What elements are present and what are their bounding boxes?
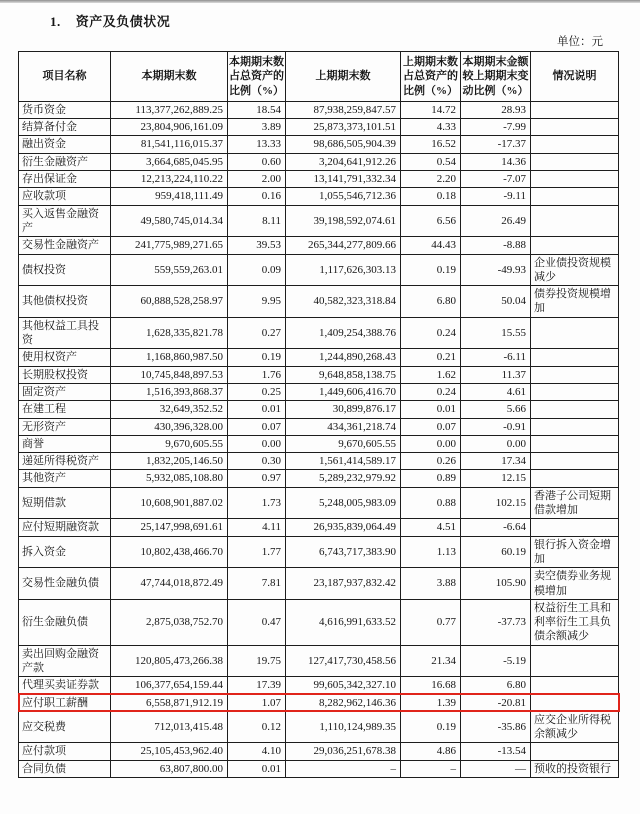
- cell-current-pct: 2.00: [228, 171, 286, 188]
- cell-prior-pct: 4.86: [401, 743, 461, 760]
- cell-current-amount: 81,541,116,015.37: [111, 136, 228, 153]
- cell-item-name: 其他权益工具投资: [19, 317, 111, 349]
- table-row: [19, 418, 619, 435]
- cell-prior-amount: 1,561,414,589.17: [286, 453, 401, 470]
- cell-current-amount: 1,168,860,987.50: [111, 349, 228, 366]
- cell-note: [531, 401, 619, 418]
- cell-current-pct: 17.39: [228, 677, 286, 694]
- cell-change-pct: 105.90: [461, 568, 531, 600]
- cell-change-pct: -6.64: [461, 519, 531, 536]
- cell-current-pct: 0.07: [228, 418, 286, 435]
- cell-prior-pct: 0.00: [401, 435, 461, 452]
- cell-change-pct: 14.36: [461, 153, 531, 170]
- table-row: [19, 188, 619, 205]
- cell-current-amount: 9,670,605.55: [111, 435, 228, 452]
- cell-current-amount: 959,418,111.49: [111, 188, 228, 205]
- table-row: [19, 711, 619, 743]
- cell-current-amount: 10,608,901,887.02: [111, 487, 228, 519]
- cell-note: 企业债投资规模减少: [531, 254, 619, 286]
- cell-current-amount: 106,377,654,159.44: [111, 677, 228, 694]
- col-header-change-pct: 本期期末金额较上期期末变动比例（%）: [461, 52, 531, 102]
- cell-prior-amount: 39,198,592,074.61: [286, 205, 401, 237]
- table-body: [19, 101, 619, 777]
- cell-current-amount: 1,628,335,821.78: [111, 317, 228, 349]
- cell-prior-amount: 98,686,505,904.39: [286, 136, 401, 153]
- cell-current-pct: 4.10: [228, 743, 286, 760]
- cell-prior-amount: 99,605,342,327.10: [286, 677, 401, 694]
- cell-prior-amount: 5,248,005,983.09: [286, 487, 401, 519]
- table-row: [19, 366, 619, 383]
- cell-prior-amount: 265,344,277,809.66: [286, 237, 401, 254]
- cell-current-amount: 3,664,685,045.95: [111, 153, 228, 170]
- cell-note: [531, 205, 619, 237]
- cell-note: [531, 171, 619, 188]
- cell-prior-pct: 16.68: [401, 677, 461, 694]
- cell-current-pct: 9.95: [228, 286, 286, 318]
- cell-item-name: 买入返售金融资产: [19, 205, 111, 237]
- cell-item-name: 短期借款: [19, 487, 111, 519]
- cell-prior-pct: 3.88: [401, 568, 461, 600]
- cell-current-pct: 1.07: [228, 694, 286, 711]
- table-row: [19, 743, 619, 760]
- cell-change-pct: 26.49: [461, 205, 531, 237]
- cell-current-pct: 1.76: [228, 366, 286, 383]
- table-row-highlighted: [19, 694, 619, 711]
- unit-label: 单位：元: [557, 36, 603, 48]
- cell-current-amount: 25,147,998,691.61: [111, 519, 228, 536]
- cell-current-pct: 0.27: [228, 317, 286, 349]
- cell-current-pct: 0.60: [228, 153, 286, 170]
- cell-prior-pct: 0.24: [401, 317, 461, 349]
- col-header-item-name: 项目名称: [19, 52, 111, 102]
- cell-change-pct: 4.61: [461, 383, 531, 400]
- col-header-prior-amount: 上期期末数: [286, 52, 401, 102]
- cell-item-name: 衍生金融资产: [19, 153, 111, 170]
- cell-prior-amount: 6,743,717,383.90: [286, 536, 401, 568]
- cell-change-pct: 17.34: [461, 453, 531, 470]
- cell-current-amount: 23,804,906,161.09: [111, 119, 228, 136]
- cell-change-pct: -6.11: [461, 349, 531, 366]
- table-header-row: [19, 52, 619, 102]
- cell-current-amount: 712,013,415.48: [111, 711, 228, 743]
- cell-item-name: 其他资产: [19, 470, 111, 487]
- cell-current-pct: 19.75: [228, 645, 286, 677]
- cell-prior-pct: 6.56: [401, 205, 461, 237]
- cell-item-name: 固定资产: [19, 383, 111, 400]
- cell-prior-pct: 6.80: [401, 286, 461, 318]
- cell-current-pct: 1.73: [228, 487, 286, 519]
- cell-prior-pct: 0.18: [401, 188, 461, 205]
- cell-prior-pct: 1.39: [401, 694, 461, 711]
- cell-prior-pct: 0.26: [401, 453, 461, 470]
- cell-change-pct: 60.19: [461, 536, 531, 568]
- table-row: [19, 383, 619, 400]
- cell-current-pct: 3.89: [228, 119, 286, 136]
- cell-current-pct: 18.54: [228, 101, 286, 118]
- cell-current-amount: 25,105,453,962.40: [111, 743, 228, 760]
- table-row: [19, 171, 619, 188]
- cell-change-pct: 0.00: [461, 435, 531, 452]
- cell-prior-amount: 23,187,937,832.42: [286, 568, 401, 600]
- cell-item-name: 长期股权投资: [19, 366, 111, 383]
- col-header-current-pct: 本期期末数占总资产的比例（%）: [228, 52, 286, 102]
- cell-item-name: 应交税费: [19, 711, 111, 743]
- cell-prior-pct: 0.77: [401, 599, 461, 645]
- cell-item-name: 应收款项: [19, 188, 111, 205]
- cell-prior-pct: 0.54: [401, 153, 461, 170]
- cell-prior-amount: 9,648,858,138.75: [286, 366, 401, 383]
- table-row: [19, 453, 619, 470]
- cell-note: 应交企业所得税余额减少: [531, 711, 619, 743]
- cell-item-name: 交易性金融资产: [19, 237, 111, 254]
- cell-change-pct: -49.93: [461, 254, 531, 286]
- cell-prior-amount: 4,616,991,633.52: [286, 599, 401, 645]
- cell-current-amount: 559,559,263.01: [111, 254, 228, 286]
- cell-note: 预收的投资银行: [531, 760, 619, 777]
- cell-note: [531, 136, 619, 153]
- cell-current-amount: 60,888,528,258.97: [111, 286, 228, 318]
- cell-note: [531, 645, 619, 677]
- cell-current-pct: 0.97: [228, 470, 286, 487]
- cell-prior-amount: 434,361,218.74: [286, 418, 401, 435]
- cell-note: [531, 677, 619, 694]
- table-row: [19, 254, 619, 286]
- table-header: [19, 52, 619, 102]
- cell-current-amount: 113,377,262,889.25: [111, 101, 228, 118]
- cell-current-amount: 47,744,018,872.49: [111, 568, 228, 600]
- cell-note: [531, 694, 619, 711]
- cell-current-pct: 0.00: [228, 435, 286, 452]
- cell-change-pct: -35.86: [461, 711, 531, 743]
- cell-prior-amount: 40,582,323,318.84: [286, 286, 401, 318]
- cell-current-amount: 5,932,085,108.80: [111, 470, 228, 487]
- cell-prior-pct: 0.19: [401, 254, 461, 286]
- cell-prior-pct: 1.62: [401, 366, 461, 383]
- col-header-current-amount: 本期期末数: [111, 52, 228, 102]
- cell-item-name: 无形资产: [19, 418, 111, 435]
- cell-prior-amount: 8,282,962,146.36: [286, 694, 401, 711]
- cell-item-name: 代理买卖证券款: [19, 677, 111, 694]
- cell-note: 香港子公司短期借款增加: [531, 487, 619, 519]
- cell-change-pct: 12.15: [461, 470, 531, 487]
- table-row: [19, 101, 619, 118]
- section-number: 1.: [50, 14, 61, 29]
- cell-item-name: 存出保证金: [19, 171, 111, 188]
- cell-prior-amount: 1,117,626,303.13: [286, 254, 401, 286]
- cell-change-pct: -0.91: [461, 418, 531, 435]
- table-row: [19, 568, 619, 600]
- cell-note: [531, 119, 619, 136]
- cell-current-pct: 0.09: [228, 254, 286, 286]
- cell-current-pct: 0.47: [228, 599, 286, 645]
- cell-prior-pct: 0.21: [401, 349, 461, 366]
- cell-prior-pct: 0.07: [401, 418, 461, 435]
- cell-prior-pct: 0.88: [401, 487, 461, 519]
- cell-note: [531, 153, 619, 170]
- cell-prior-pct: 4.33: [401, 119, 461, 136]
- cell-change-pct: 15.55: [461, 317, 531, 349]
- cell-change-pct: -37.73: [461, 599, 531, 645]
- cell-item-name: 衍生金融负债: [19, 599, 111, 645]
- cell-current-pct: 0.01: [228, 401, 286, 418]
- cell-note: [531, 743, 619, 760]
- cell-change-pct: 5.66: [461, 401, 531, 418]
- cell-current-pct: 8.11: [228, 205, 286, 237]
- section-title: [50, 11, 640, 30]
- cell-change-pct: 11.37: [461, 366, 531, 383]
- col-header-prior-pct: 上期期末数占总资产的比例（%）: [401, 52, 461, 102]
- cell-current-amount: 63,807,800.00: [111, 760, 228, 777]
- cell-prior-amount: 1,409,254,388.76: [286, 317, 401, 349]
- cell-item-name: 拆入资金: [19, 536, 111, 568]
- cell-prior-pct: 21.34: [401, 645, 461, 677]
- cell-prior-pct: 4.51: [401, 519, 461, 536]
- cell-change-pct: -8.88: [461, 237, 531, 254]
- cell-item-name: 应付短期融资款: [19, 519, 111, 536]
- cell-change-pct: —: [461, 760, 531, 777]
- cell-note: [531, 470, 619, 487]
- cell-note: 债券投资规模增加: [531, 286, 619, 318]
- cell-change-pct: 6.80: [461, 677, 531, 694]
- cell-prior-amount: 3,204,641,912.26: [286, 153, 401, 170]
- table-row: [19, 119, 619, 136]
- cell-current-amount: 10,745,848,897.53: [111, 366, 228, 383]
- cell-current-amount: 2,875,038,752.70: [111, 599, 228, 645]
- cell-current-amount: 1,832,205,146.50: [111, 453, 228, 470]
- cell-note: [531, 366, 619, 383]
- table-row: [19, 317, 619, 349]
- cell-prior-amount: 1,055,546,712.36: [286, 188, 401, 205]
- cell-prior-amount: 1,244,890,268.43: [286, 349, 401, 366]
- cell-prior-pct: 16.52: [401, 136, 461, 153]
- cell-prior-pct: 0.89: [401, 470, 461, 487]
- cell-prior-pct: 44.43: [401, 237, 461, 254]
- cell-note: [531, 188, 619, 205]
- table-row: [19, 519, 619, 536]
- cell-item-name: 应付职工薪酬: [19, 694, 111, 711]
- cell-current-pct: 0.16: [228, 188, 286, 205]
- page-top-edge: [0, 0, 640, 3]
- cell-note: [531, 317, 619, 349]
- cell-item-name: 使用权资产: [19, 349, 111, 366]
- cell-note: 权益衍生工具和利率衍生工具负债余额减少: [531, 599, 619, 645]
- section-title-text: 资产及负债状况: [75, 14, 171, 29]
- cell-change-pct: -13.54: [461, 743, 531, 760]
- cell-current-pct: 0.25: [228, 383, 286, 400]
- cell-current-pct: 1.77: [228, 536, 286, 568]
- cell-item-name: 货币资金: [19, 101, 111, 118]
- col-header-note: 情况说明: [531, 52, 619, 102]
- table-row: [19, 349, 619, 366]
- cell-change-pct: -9.11: [461, 188, 531, 205]
- cell-change-pct: -7.99: [461, 119, 531, 136]
- cell-change-pct: 28.93: [461, 101, 531, 118]
- cell-prior-amount: 87,938,259,847.57: [286, 101, 401, 118]
- cell-current-pct: 0.01: [228, 760, 286, 777]
- cell-item-name: 结算备付金: [19, 119, 111, 136]
- cell-prior-pct: 2.20: [401, 171, 461, 188]
- cell-item-name: 融出资金: [19, 136, 111, 153]
- cell-prior-amount: 29,036,251,678.38: [286, 743, 401, 760]
- cell-item-name: 合同负债: [19, 760, 111, 777]
- cell-prior-amount: 1,110,124,989.35: [286, 711, 401, 743]
- cell-current-amount: 10,802,438,466.70: [111, 536, 228, 568]
- cell-prior-pct: –: [401, 760, 461, 777]
- table-row: [19, 286, 619, 318]
- table-row: [19, 237, 619, 254]
- cell-note: [531, 453, 619, 470]
- cell-current-amount: 120,805,473,266.38: [111, 645, 228, 677]
- table-row: [19, 153, 619, 170]
- cell-prior-pct: 0.24: [401, 383, 461, 400]
- cell-prior-pct: 0.19: [401, 711, 461, 743]
- table-row: [19, 760, 619, 777]
- cell-item-name: 债权投资: [19, 254, 111, 286]
- cell-prior-amount: 30,899,876.17: [286, 401, 401, 418]
- cell-current-pct: 7.81: [228, 568, 286, 600]
- cell-prior-amount: –: [286, 760, 401, 777]
- cell-current-amount: 6,558,871,912.19: [111, 694, 228, 711]
- cell-note: [531, 519, 619, 536]
- cell-current-pct: 0.30: [228, 453, 286, 470]
- table-row: [19, 536, 619, 568]
- cell-note: [531, 435, 619, 452]
- cell-prior-amount: 13,141,791,332.34: [286, 171, 401, 188]
- table-row: [19, 645, 619, 677]
- assets-liabilities-table: [18, 51, 619, 778]
- cell-note: [531, 237, 619, 254]
- cell-item-name: 其他债权投资: [19, 286, 111, 318]
- cell-current-amount: 32,649,352.52: [111, 401, 228, 418]
- cell-prior-amount: 5,289,232,979.92: [286, 470, 401, 487]
- cell-change-pct: -20.81: [461, 694, 531, 711]
- cell-item-name: 应付款项: [19, 743, 111, 760]
- cell-current-amount: 12,213,224,110.22: [111, 171, 228, 188]
- cell-current-amount: 241,775,989,271.65: [111, 237, 228, 254]
- cell-prior-amount: 25,873,373,101.51: [286, 119, 401, 136]
- cell-current-pct: 0.19: [228, 349, 286, 366]
- table-row: [19, 205, 619, 237]
- cell-item-name: 商誉: [19, 435, 111, 452]
- cell-change-pct: -5.19: [461, 645, 531, 677]
- cell-prior-amount: 127,417,730,458.56: [286, 645, 401, 677]
- cell-current-pct: 13.33: [228, 136, 286, 153]
- cell-prior-amount: 1,449,606,416.70: [286, 383, 401, 400]
- cell-current-pct: 0.12: [228, 711, 286, 743]
- table-row: [19, 435, 619, 452]
- cell-current-pct: 4.11: [228, 519, 286, 536]
- cell-change-pct: 50.04: [461, 286, 531, 318]
- cell-current-amount: 1,516,393,868.37: [111, 383, 228, 400]
- cell-change-pct: -17.37: [461, 136, 531, 153]
- cell-item-name: 交易性金融负债: [19, 568, 111, 600]
- table-row: [19, 470, 619, 487]
- cell-item-name: 递延所得税资产: [19, 453, 111, 470]
- table-row: [19, 677, 619, 694]
- cell-note: [531, 383, 619, 400]
- cell-item-name: 卖出回购金融资产款: [19, 645, 111, 677]
- cell-note: [531, 349, 619, 366]
- cell-prior-pct: 0.01: [401, 401, 461, 418]
- cell-note: [531, 418, 619, 435]
- table-row: [19, 599, 619, 645]
- cell-note: 卖空债券业务规模增加: [531, 568, 619, 600]
- cell-change-pct: 102.15: [461, 487, 531, 519]
- cell-current-pct: 39.53: [228, 237, 286, 254]
- cell-current-amount: 49,580,745,014.34: [111, 205, 228, 237]
- cell-prior-pct: 1.13: [401, 536, 461, 568]
- cell-change-pct: -7.07: [461, 171, 531, 188]
- cell-prior-amount: 9,670,605.55: [286, 435, 401, 452]
- table-row: [19, 487, 619, 519]
- cell-prior-pct: 14.72: [401, 101, 461, 118]
- table-row: [19, 401, 619, 418]
- cell-note: 银行拆入资金增加: [531, 536, 619, 568]
- cell-current-amount: 430,396,328.00: [111, 418, 228, 435]
- cell-note: [531, 101, 619, 118]
- table-row: [19, 136, 619, 153]
- cell-item-name: 在建工程: [19, 401, 111, 418]
- cell-prior-amount: 26,935,839,064.49: [286, 519, 401, 536]
